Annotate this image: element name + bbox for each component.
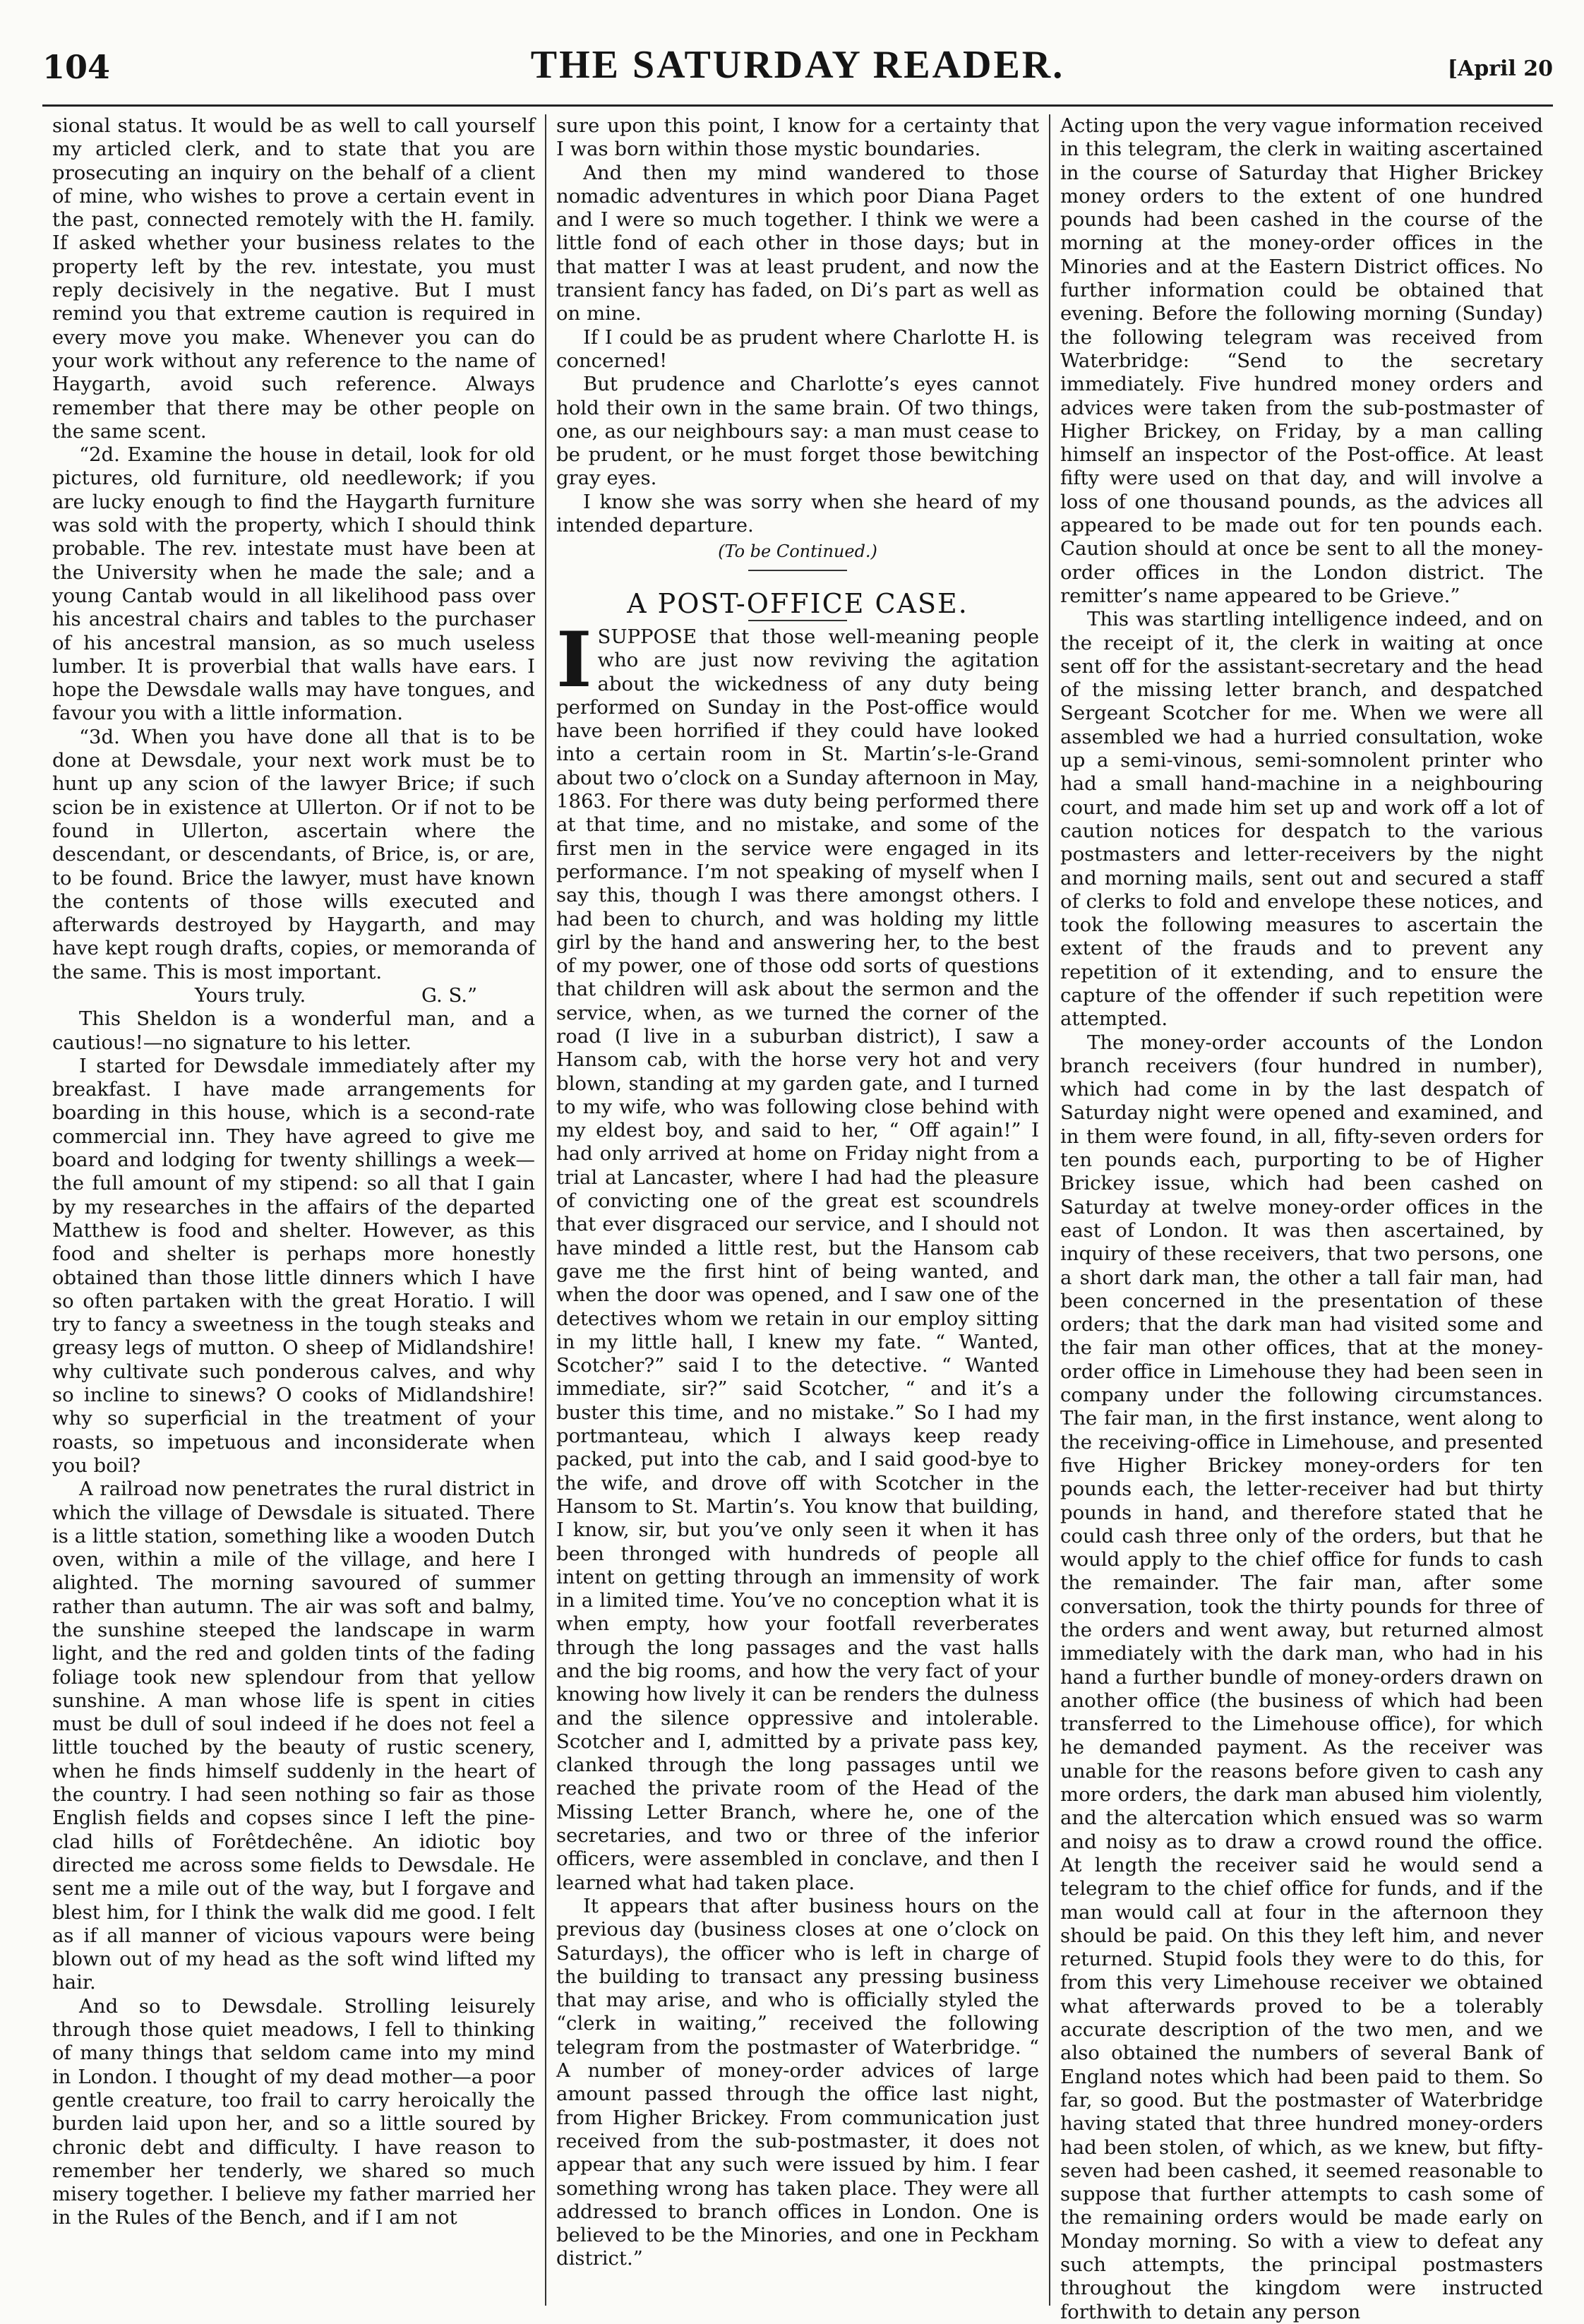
paragraph: And then my mind wandered to those nomadic adventures in which poor Diana Paget and I were so much together. I think we were a little fond of each other in those days; but in that matter I was at least prudent, and now the transient fancy has faded, on Di’s part as well as on mine. <box>556 161 1039 325</box>
drop-cap: I <box>556 615 592 705</box>
letter-signature <box>52 984 535 1007</box>
page-header <box>42 41 1553 112</box>
paragraph-text: SUPPOSE that those well-meaning people who are just now reviving the agitation about the wickedness of any duty being performed on Sunday in the Post-office would have been horrified if they could have looked into a certain room in St. Martin’s-le-Grand about two o’clock on a Sunday afternoon in May, 1863. For there was duty being performed there at that time, and no mistake, and some of the first men in the service were engaged in its performance. I’m not speaking of myself when I say this, though I was there amongst others. I had been to church, and was holding my little girl by the hand and answering her, to the best of my power, one of those odd sorts of questions that children will ask about the sermon and the service, when, as we turned the corner of the road (I live in a suburban district), I saw a Hansom cab, with the horse very hot and very blown, standing at my garden gate, and I turned to my wife, who was following close behind with my eldest boy, and said to her, “ Off again!” I had only arrived at home on Friday night from a trial at Lancaster, where I had had the pleasure of convicting one of the great est scoundrels that ever disgraced our service, and I should not have minded a little rest, but the Hansom cab gave me the first hint of being wanted, and when the door was opened, and I saw one of the detectives whom we retain in our employ sitting in my little hall, I knew my fate. “ Wanted, Scotcher?” said I to the detective. “ Wanted immediate, sir?” said Scotcher, “ and it’s a buster this time, and no mistake.” So I had my portmanteau, which I always keep ready packed, put into the cab, and I said good-bye to the wife, and drove off with Scotcher in the Hansom to St. Martin’s. You know that building, I know, sir, but you’ve only seen it when it has been thronged with hundreds of people all intent on getting through an immensity of work in a limited time. You’ve no conception what it is when empty, how your footfall reverberates through the long passages and the vast halls and the big rooms, and how the very fact of your knowing how lively it can be renders the dulness and the silence oppressive and intolerable. Scotcher and I, admitted by a private pass key, clanked through the long passages until we reached the private room of the Head of the Missing Letter Branch, where he, one of the secretaries, and two or three of the inferior officers, were assembled in conclave, and then I learned what had taken place. <box>556 625 1039 1894</box>
paragraph: It appears that after business hours on the previous day (business closes at one o’clock on Saturdays), the officer who is left in charge of the building to transact any pressing business that may arise, and who is officially styled the “clerk in waiting,” received the following telegram from the postmaster of Waterbridge. “ A number of money-order advices of large amount passed through the office last night, from Higher Brickey. From communication just received from the sub-postmaster, it does not appear that any such were issued by him. I fear something wrong has taken place. They were all addressed to branch offices in London. One is believed to be the Minories, and one in Peckham district.” <box>556 1894 1039 2270</box>
paragraph: This was startling intelligence indeed, and on the receipt of it, the clerk in waiting at once sent off for the assistant-secretary and the head of the missing letter branch, and despatched Sergeant Scotcher for me. When we were all assembled we had a hurried consultation, woke up a semi-vinous, semi-somnolent printer who had a small hand-machine in a neighbouring court, and made him set up and work off a lot of caution notices for despatch to the various postmasters and letter-receivers by the night and morning mails, sent out and secured a staff of clerks to fold and envelope these notices, and took the following measures to ascertain the extent of the frauds and to prevent any repetition of it extending, and to ensure the capture of the offender if such repetition were attempted. <box>1060 608 1543 1031</box>
paragraph: “3d. When you have done all that is to be done at Dewsdale, your next work must be to hunt up any scion of the lawyer Brice; if such scion be in existence at Ullerton. Or if not to be found in Ullerton, ascertain where the descendant, or descendants, of Brice, is, or are, to be found. Brice the lawyer, must have known the contents of those wills executed and afterwards destroyed by Haygarth, and may have kept rough drafts, copies, or memoranda of the same. This is most important. <box>52 725 535 983</box>
paragraph: And so to Dewsdale. Strolling leisurely through those quiet meadows, I fell to thinking of many things that seldom came into my mind in London. I thought of my dead mother—a poor gentle creature, too frail to carry heroically the burden laid upon her, and so a little soured by chronic debt and difficulty. I have reason to remember her tenderly, we shared so much misery together. I believe my father married her in the Rules of the Bench, and if I am not <box>52 1994 535 2229</box>
paragraph: I started for Dewsdale immediately after my breakfast. I have made arrangements for boarding in this house, which is a second-rate commercial inn. They have agreed to give me board and lodging for twenty shillings a week—the full amount of my stipend: so all that I gain by my researches in the affairs of the departed Matthew is food and shelter. However, as this food and shelter is perhaps more honestly obtained than those little dinners which I have so often partaken with the great Horatio. I will try to fancy a sweetness in the tough steaks and greasy legs of mutton. O sheep of Midlandshire! why cultivate such ponderous calves, and why so incline to sinews? O cooks of Midlandshire! why so superficial in the treatment of your roasts, so impetuous and inconsiderate when you boil? <box>52 1054 535 1477</box>
article-opening <box>556 615 1039 1895</box>
paragraph: The money-order accounts of the London branch receivers (four hundred in number), which had come in by the last despatch of Saturday night were opened and examined, and in them were found, in all, fifty-seven orders for ten pounds each, purporting to be of Higher Brickey issue, which had been cashed on Saturday at twelve money-order offices in the east of London. It was then ascertained, by inquiry of these receivers, that two persons, one a short dark man, the other a tall fair man, had been concerned in the presentation of these orders; that the dark man had visited some and the fair man other offices, that at the money-order office in Limehouse they had been seen in company under the following circumstances. The fair man, in the first instance, went along to the receiving-office in Limehouse, and presented five Higher Brickey money-orders for ten pounds each, the letter-receiver had but thirty pounds in hand, and therefore stated that he could cash three only of the orders, but that he would apply to the chief office for funds to cash the remainder. The fair man, after some conversation, took the thirty pounds for three of the orders and went away, but returned almost immediately with the dark man, who had in his hand a further bundle of money-orders drawn on another office (the business of which had been transferred to the Limehouse office), for which he demanded payment. As the receiver was unable for the reasons before given to cash any more orders, the dark man abused him violently, and the altercation which ensued was so warm and noisy as to draw a crowd round the office. At length the receiver said he would send a telegram to the chief office for funds, and if the man would call at four in the afternoon they should be paid. On this they left him, and never returned. Stupid fools they were to do this, for from this very Limehouse receiver we obtained what afterwards proved to be a tolerably accurate description of the two men, and we also obtained the numbers of several Bank of England notes which had been paid to them. So far, so good. But the postmaster of Waterbridge having stated that three hundred money-orders had been stolen, of which, as we knew, but fifty-seven had been cashed, it seemed reasonable to suppose that further attempts to cash some of the remaining orders would be made early on Monday morning. So with a view to defeat any such attempts, the principal postmasters throughout the kingdom were instructed forthwith to detain any person <box>1060 1031 1543 2323</box>
paragraph: “2d. Examine the house in detail, look for old pictures, old furniture, old needlework; if you are lucky enough to find the Haygarth furniture was sold with the property, which I should think probable. The rev. intestate must have been at the University when he made the sale; and a young Cantab would in all likelihood pass over his ancestral chairs and tables to the purchaser of his ancestral mansion, as so much useless lumber. It is proverbial that walls have ears. I hope the Dewsdale walls may have tongues, and favour you with a little information. <box>52 443 535 725</box>
masthead-title: THE SATURDAY READER. <box>530 43 1065 87</box>
page-number: 104 <box>42 48 111 86</box>
paragraph: This Sheldon is a wonderful man, and a cautious!—no signature to his letter. <box>52 1007 535 1054</box>
paragraph: I know she was sorry when she heard of my intended departure. <box>556 490 1039 537</box>
column-1 <box>42 114 545 2306</box>
paragraph: sure upon this point, I know for a certainty that I was born within those mystic boundaries. <box>556 114 1039 161</box>
signature-closing: Yours truly. <box>194 983 306 1007</box>
paragraph: If I could be as prudent where Charlotte H. is concerned! <box>556 325 1039 372</box>
short-rule <box>748 620 847 621</box>
paragraph: But prudence and Charlotte’s eyes cannot hold their own in the same brain. Of two things, one, as our neighbours say: a man must cease to be prudent, or he must forget those bewitching gray eyes. <box>556 373 1039 490</box>
header-rule <box>42 104 1553 107</box>
columns <box>42 114 1553 2323</box>
article-title: A POST-OFFICE CASE. <box>627 587 968 619</box>
to-be-continued: (To be Continued.) <box>718 541 877 562</box>
signature-initials: G. S.” <box>421 983 478 1007</box>
column-2 <box>546 114 1049 2306</box>
paragraph: A railroad now penetrates the rural district in which the village of Dewsdale is situated. There is a little station, something like a wooden Dutch oven, within a mile of the village, and here I alighted. The morning savoured of summer rather than autumn. The air was soft and balmy, the sunshine steeped the landscape in warm light, and the red and golden tints of the fading foliage took new splendour from that yellow sunshine. A man whose life is spent in cities must be dull of soul indeed if he does not feel a little touched by the beauty of rustic scenery, when he finds himself suddenly in the heart of the country. I had seen nothing so fair as those English fields and copses since I left the pine-clad hills of Forêtdechêne. An idiotic boy directed me across some fields to Dewsdale. He sent me a mile out of the way, but I forgave and blest him, for I think the walk did me good. I felt as if all manner of vicious vapours were being blown out of my head as the soft wind lifted my hair. <box>52 1478 535 1994</box>
issue-date: [April 20 <box>1447 56 1553 81</box>
paragraph: sional status. It would be as well to call yourself my articled clerk, and to state that you are prosecuting an inquiry on the behalf of a client of mine, who wishes to prove a certain event in the past, connected remotely with the H. family. If asked whether your business relates to the property left by the rev. intestate, you must reply decisively in the negative. But I must remind you that extreme caution is required in every move you make. Whenever you can do your work without any reference to the name of Haygarth, avoid such reference. Always remember that there may be other people on the same scent. <box>52 114 535 443</box>
paragraph: Acting upon the very vague information received in this telegram, the clerk in waiting ascertained in the course of Saturday that Higher Brickey money orders to the extent of one hundred pounds had been cashed in the course of the morning at the money-order offices in the Minories and at the Eastern District offices. No further information could be obtained that evening. Before the following morning (Sunday) the following telegram was received from Waterbridge: “Send to the secretary immediately. Five hundred money orders and advices were taken from the sub-postmaster of Higher Brickey, on Friday, by a man calling himself an inspector of the Post-office. At least fifty were used on that day, and will involve a loss of one thousand pounds, as the advices all appeared to be made out for ten pounds each. Caution should at once be sent to all the money-order offices in the London district. The remitter’s name appeared to be Grieve.” <box>1060 114 1543 607</box>
short-rule <box>748 570 847 571</box>
column-3 <box>1050 114 1553 2323</box>
